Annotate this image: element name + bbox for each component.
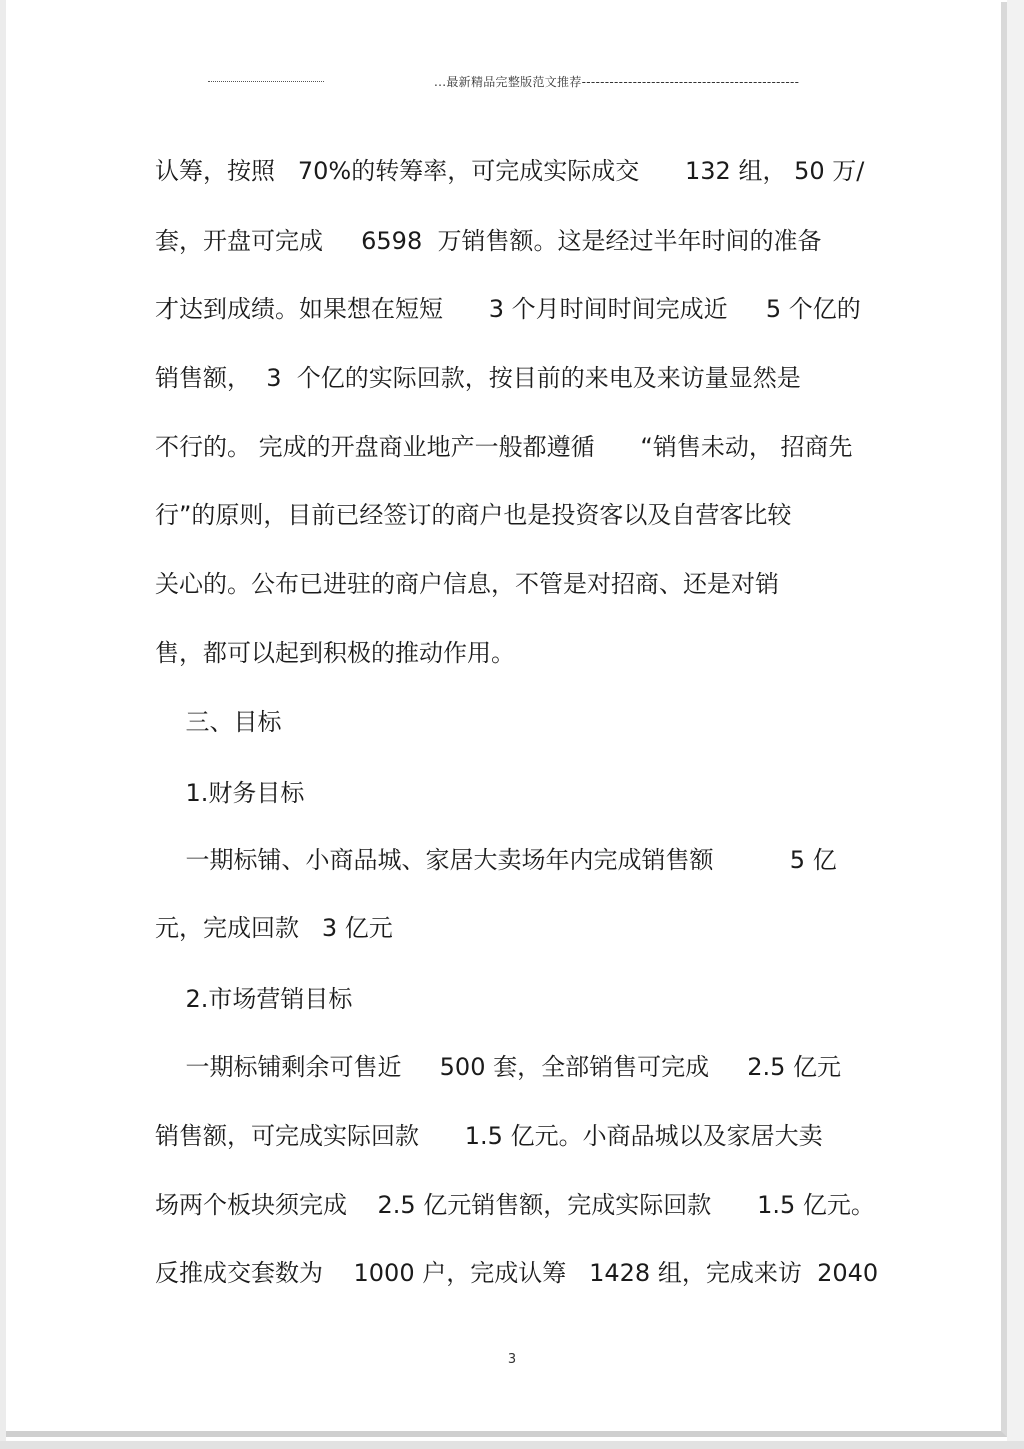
page-edge-right bbox=[1007, 0, 1024, 1449]
body-line: 才达到成绩。如果想在短短 3 个月时间时间完成近 5 个亿的 bbox=[155, 295, 861, 323]
body-line: 关心的。公布已进驻的商户信息，不管是对招商、还是对销 bbox=[155, 570, 779, 598]
body-line: 一期标铺剩余可售近 500 套，全部销售可完成 2.5 亿元 bbox=[155, 1053, 842, 1081]
body-line: 一期标铺、小商品城、家居大卖场年内完成销售额 5 亿 bbox=[155, 846, 837, 874]
body-line: 销售额，可完成实际回款 1.5 亿元。小商品城以及家居大卖 bbox=[155, 1122, 823, 1150]
body-line: 套，开盘可完成 6598 万销售额。这是经过半年时间的准备 bbox=[155, 227, 822, 255]
body-line: 认筹，按照 70%的转筹率，可完成实际成交 132 组， 50 万/ bbox=[155, 157, 865, 185]
body-line: 元，完成回款 3 亿元 bbox=[155, 914, 393, 942]
header-dotted-rule bbox=[208, 81, 324, 82]
body-line: 销售额， 3 个亿的实际回款，按目前的来电及来访量显然是 bbox=[155, 364, 801, 392]
page-number: 3 bbox=[507, 1352, 517, 1367]
body-line: 售，都可以起到积极的推动作用。 bbox=[155, 639, 515, 667]
body-line: 场两个板块须完成 2.5 亿元销售额，完成实际回款 1.5 亿元。 bbox=[155, 1191, 875, 1219]
subsection-heading: 2.市场营销目标 bbox=[155, 985, 353, 1013]
body-line: 反推成交套数为 1000 户，完成认筹 1428 组，完成来访 2040 bbox=[155, 1259, 879, 1287]
body-line: 不行的。 完成的开盘商业地产一般都遵循 “销售未动， 招商先 bbox=[155, 433, 853, 461]
page-edge-bottom bbox=[0, 1441, 1024, 1449]
body-line: 行”的原则，目前已经签订的商户也是投资客以及自营客比较 bbox=[155, 501, 792, 529]
section-heading: 三、目标 bbox=[155, 708, 282, 736]
header-text: ...最新精品完整版范文推荐----------------------------------------------- bbox=[434, 75, 800, 89]
subsection-heading: 1.财务目标 bbox=[155, 779, 305, 807]
page-header bbox=[208, 73, 800, 93]
